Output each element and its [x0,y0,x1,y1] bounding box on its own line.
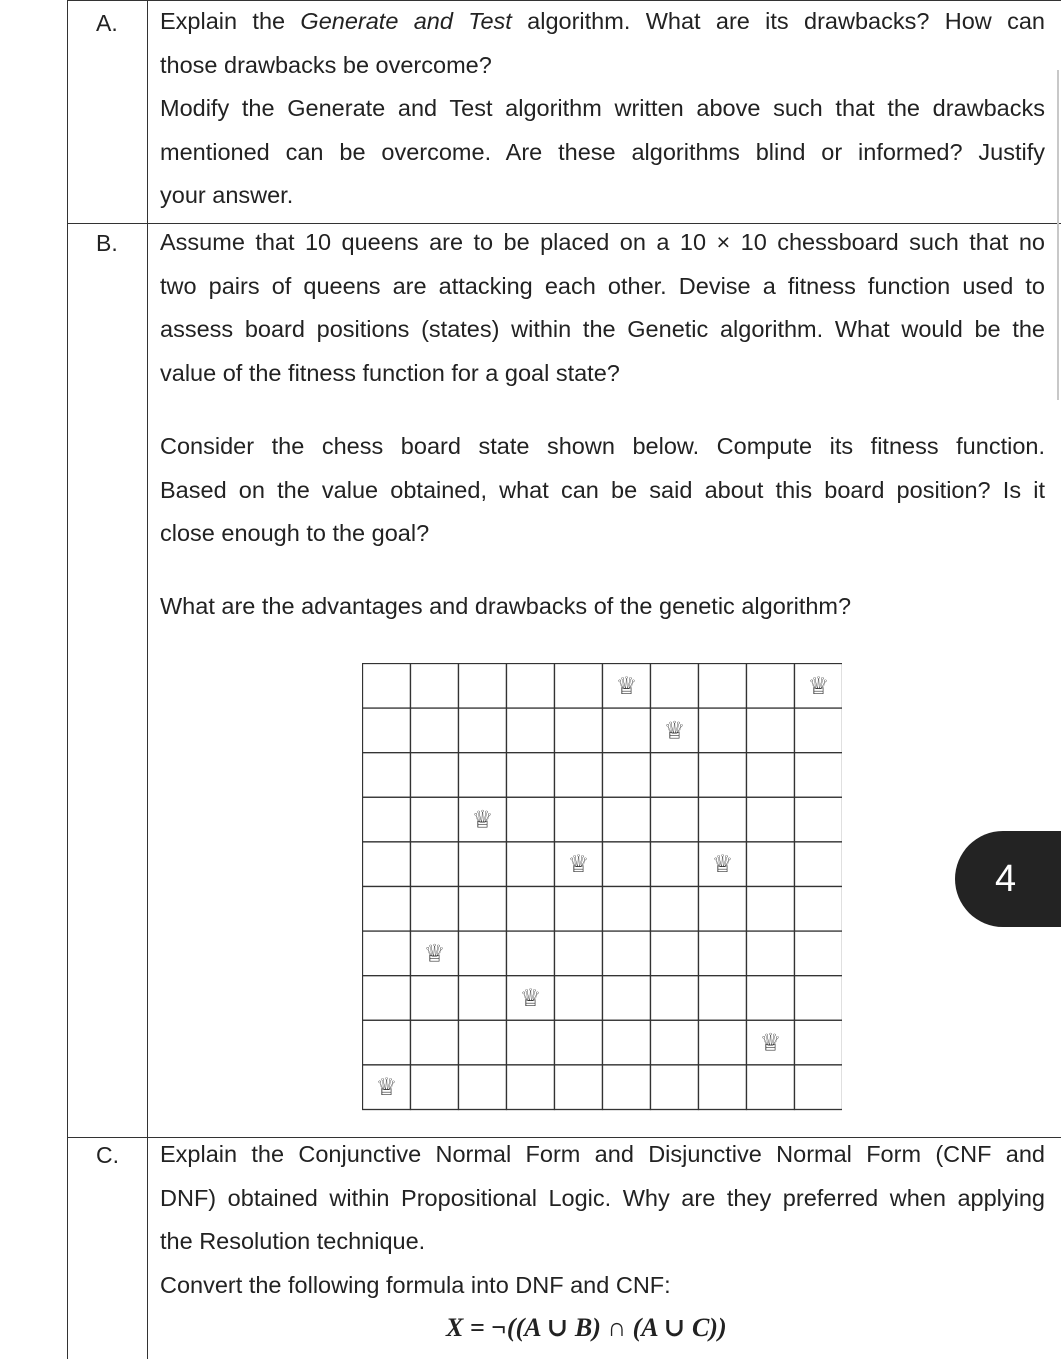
question-b-p1-line-2: two pairs of queens are attacking each other. Devise a fitness function used to [160,272,1045,299]
board-square [651,931,699,976]
board-square [555,1065,603,1110]
board-square [459,708,507,753]
question-c-line-4: Convert the following formula into DNF and CNF: [160,1271,671,1298]
board-square [363,708,411,753]
board-square [459,664,507,709]
board-square [651,753,699,798]
board-square [651,1020,699,1065]
queen-icon: ♕ [663,716,686,745]
board-square [651,842,699,887]
board-square [795,931,843,976]
board-square [699,976,747,1021]
board-square [555,976,603,1021]
question-b-paragraph-3 [160,585,1045,629]
queen-icon: ♕ [807,671,830,700]
chessboard-diagram [362,663,842,1111]
board-square [699,1065,747,1110]
board-square [507,797,555,842]
board-square [747,753,795,798]
board-square [603,708,651,753]
board-square [699,1020,747,1065]
board-square [699,797,747,842]
board-square [459,753,507,798]
board-square [747,708,795,753]
board-square [507,931,555,976]
board-square [555,753,603,798]
board-square [699,664,747,709]
queen-icon: ♕ [711,850,734,879]
board-square [747,1065,795,1110]
board-square [411,1065,459,1110]
board-square [795,753,843,798]
board-square [699,931,747,976]
algorithm-name-emphasis: Generate and Test [300,8,512,34]
board-square [747,664,795,709]
board-square [411,1020,459,1065]
board-square [747,931,795,976]
board-square [363,753,411,798]
board-square [411,976,459,1021]
question-a-line-1: Explain the Generate and Test algorithm. What are its drawbacks? How can [160,8,1045,34]
board-square [555,931,603,976]
question-b-p1-line-1: Assume that 10 queens are to be placed on a 10 × 10 chessboard such that no [160,229,1045,255]
board-square [699,887,747,932]
question-b-p1-line-4: value of the fitness function for a goal state? [160,359,620,386]
question-label-b: B. [96,230,118,256]
question-b-p2-line-1: Consider the chess board state shown below. Compute its fitness function. [160,433,1045,459]
question-c-line-2: DNF) obtained within Propositional Logic. Why are they preferred when applying [160,1184,1045,1211]
page-number-badge: 4 [955,831,1061,927]
question-b-p2-line-3: close enough to the goal? [160,520,430,547]
board-square [363,931,411,976]
board-square [411,753,459,798]
board-square [507,842,555,887]
queen-icon: ♕ [567,850,590,879]
board-square [603,753,651,798]
board-square [555,797,603,842]
board-square [363,1020,411,1065]
board-square [507,753,555,798]
board-square [507,664,555,709]
board-square [363,976,411,1021]
board-square [363,842,411,887]
board-square [747,797,795,842]
board-square [555,708,603,753]
board-square [507,1065,555,1110]
question-b-paragraph-2 [160,425,1045,556]
board-square [411,664,459,709]
board-square [651,887,699,932]
table-left-border [67,0,68,1359]
board-square [459,1065,507,1110]
question-a-line-5: your answer. [160,182,294,209]
question-a-line-4: mentioned can be overcome. Are these algorithms blind or informed? Justify [160,138,1045,165]
board-square [507,708,555,753]
queen-icon: ♕ [519,984,542,1012]
board-square [795,797,843,842]
question-label-a: A. [96,10,118,36]
board-square [459,976,507,1021]
question-b-p3-line-1: What are the advantages and drawbacks of the genetic algorithm? [160,593,852,619]
board-square [795,887,843,932]
board-square [651,664,699,709]
board-square [411,797,459,842]
board-square [747,976,795,1021]
queen-icon: ♕ [423,939,446,968]
board-square [555,1020,603,1065]
question-c-line-1: Explain the Conjunctive Normal Form and Disjunctive Normal Form (CNF and [160,1141,1045,1167]
board-square [651,976,699,1021]
question-b-paragraph-1 [160,221,1045,395]
queen-icon: ♕ [471,805,494,834]
board-square [795,1020,843,1065]
board-square [795,708,843,753]
question-a-text [160,0,1045,218]
board-square [747,842,795,887]
question-b-p1-line-3: assess board positions (states) within the Genetic algorithm. What would be the [160,316,1045,343]
board-square [699,753,747,798]
board-square [459,842,507,887]
board-square [603,1020,651,1065]
board-square [507,1020,555,1065]
board-square [747,887,795,932]
board-square [411,887,459,932]
board-square [651,1065,699,1110]
board-square [795,1065,843,1110]
board-square [603,797,651,842]
board-square [459,931,507,976]
question-c-line-3: the Resolution technique. [160,1228,426,1255]
question-a-line-2: those drawbacks be overcome? [160,51,492,78]
question-c-text [160,1133,1045,1307]
question-label-c: C. [96,1142,119,1168]
board-square [699,708,747,753]
logic-formula: X = ¬((A ∪ B) ∩ (A ∪ C)) [446,1313,727,1342]
queen-icon: ♕ [375,1073,398,1102]
board-square [603,842,651,887]
board-square [363,664,411,709]
board-square [555,887,603,932]
board-square [603,887,651,932]
board-square [411,708,459,753]
board-square [459,1020,507,1065]
board-square [459,887,507,932]
table-column-divider [147,0,148,1359]
queen-icon: ♕ [615,671,638,700]
board-square [795,842,843,887]
board-square [603,931,651,976]
board-square [363,887,411,932]
page-edge-mark [1057,70,1059,400]
board-square [363,797,411,842]
queen-icon: ♕ [759,1028,782,1057]
board-square [555,664,603,709]
board-square [603,1065,651,1110]
question-b-p2-line-2: Based on the value obtained, what can be said about this board position? Is it [160,476,1045,503]
board-square [411,842,459,887]
board-square [507,887,555,932]
board-square [603,976,651,1021]
board-square [795,976,843,1021]
board-square [651,797,699,842]
question-a-line-3: Modify the Generate and Test algorithm written above such that the drawbacks [160,95,1045,122]
